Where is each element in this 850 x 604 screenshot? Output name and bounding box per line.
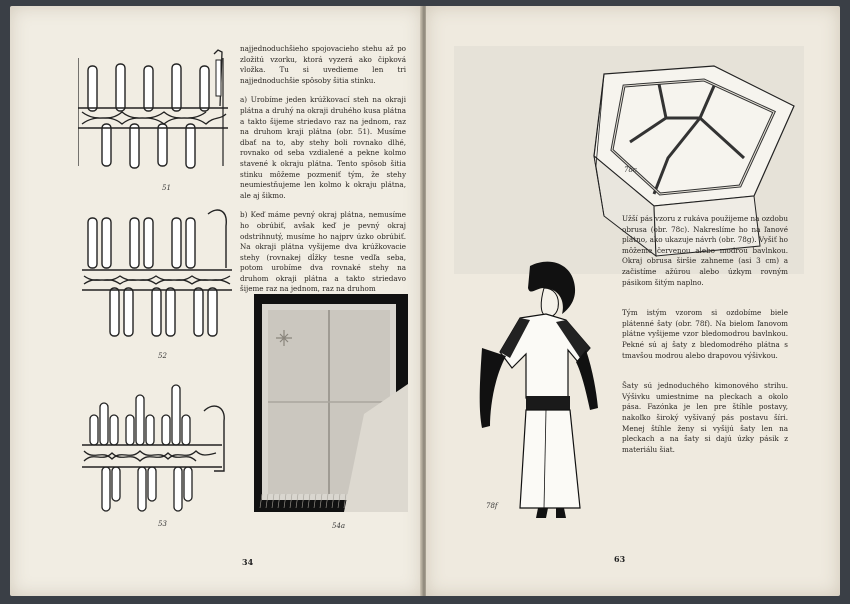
figure-53 bbox=[82, 381, 232, 516]
figure-78f-dress bbox=[470, 258, 610, 520]
right-paragraph-2: Tým istým vzorom si ozdobíme biele plátenné šaty (obr. 78f). Na bielom ľanovom plátne vyšijeme vzor bledomodrou bavlnkou. Pekné sú aj šaty z bledomodrého plátna s tmavšou modrou alebo drapovou výšivkou. bbox=[622, 308, 788, 360]
left-text-column bbox=[240, 44, 406, 304]
right-page-number: 63 bbox=[614, 554, 626, 564]
figure-78f-caption: 78f bbox=[486, 502, 498, 510]
figure-78c-caption: 78c bbox=[624, 166, 637, 174]
figure-53-caption: 53 bbox=[158, 520, 167, 528]
figure-54a-photo bbox=[254, 294, 408, 512]
left-page-number: 34 bbox=[242, 557, 254, 567]
left-page bbox=[10, 6, 422, 596]
figure-51 bbox=[78, 46, 228, 176]
right-paragraph-1: Užší pás vzoru z rukáva použijeme na ozdobu obrusa (obr. 78c). Nakreslíme ho na ľanové plátno, ako ukazuje návrh (obr. 78g). Vyšiť ho môžeme červenou alebo modrou bavlnkou. Okraj obrusa širšie zahneme (asi 3 cm) a začistíme ažúrou alebo úzkym rovným pásikom šitým naplno. bbox=[622, 214, 788, 287]
figure-52 bbox=[82, 206, 232, 346]
left-paragraph-1: najjednoduchšieho spojovacieho stehu až po zložitú vzorku, ktorá vyzerá ako čipková vložka. Tu si uvedieme len tri najjednoduchšie spôsoby šitia stinku. bbox=[240, 44, 406, 85]
right-text-column bbox=[622, 214, 788, 464]
left-paragraph-2: a) Urobíme jeden krúžkovací steh na okraji plátna a druhý na okraji druhého kusa plátna a takto šijeme striedavo raz na jednom, raz na druhom kraji plátna (obr. 51). Musíme dbať na to, aby stehy boli rovnako dlhé, rovnako od seba vzdialené a pekne kolmo stavené k okraju plátna. Tento spôsob šitia stinku môžeme pozmeniť tým, že stehy neumiestňujeme len kolmo k okraju plátna, ale aj šikmo. bbox=[240, 95, 406, 200]
left-paragraph-3: b) Keď máme pevný okraj plátna, nemusíme ho obrúbiť, avšak keď je pevný okraj odstrihnutý, musíme ho najprv úzko obrúbiť. Na okraji plátna vyšijeme dva krúžkovacie stehy (rovnakej dĺžky tesne vedľa seba, potom urobíme dva rovnaké stehy na druhom okraji plátna a takto striedavo šijeme raz na jednom, raz na druhom bbox=[240, 210, 406, 294]
right-paragraph-3: Šaty sú jednoduchého kimonového strihu. Výšivku umiestnime na pleckach a okolo pása. Fazónka je len pre štíhle postavy, nakoľko široký vyšívaný pás postavu šíri. Menej štíhle ženy si vyšijú šaty len na pleckach a na šaty si dajú úzky pásik z materiálu šiat. bbox=[622, 381, 788, 454]
figure-54a-caption: 54a bbox=[332, 522, 346, 530]
figure-52-caption: 52 bbox=[158, 352, 167, 360]
right-page bbox=[426, 6, 840, 596]
figure-51-caption: 51 bbox=[162, 184, 171, 192]
